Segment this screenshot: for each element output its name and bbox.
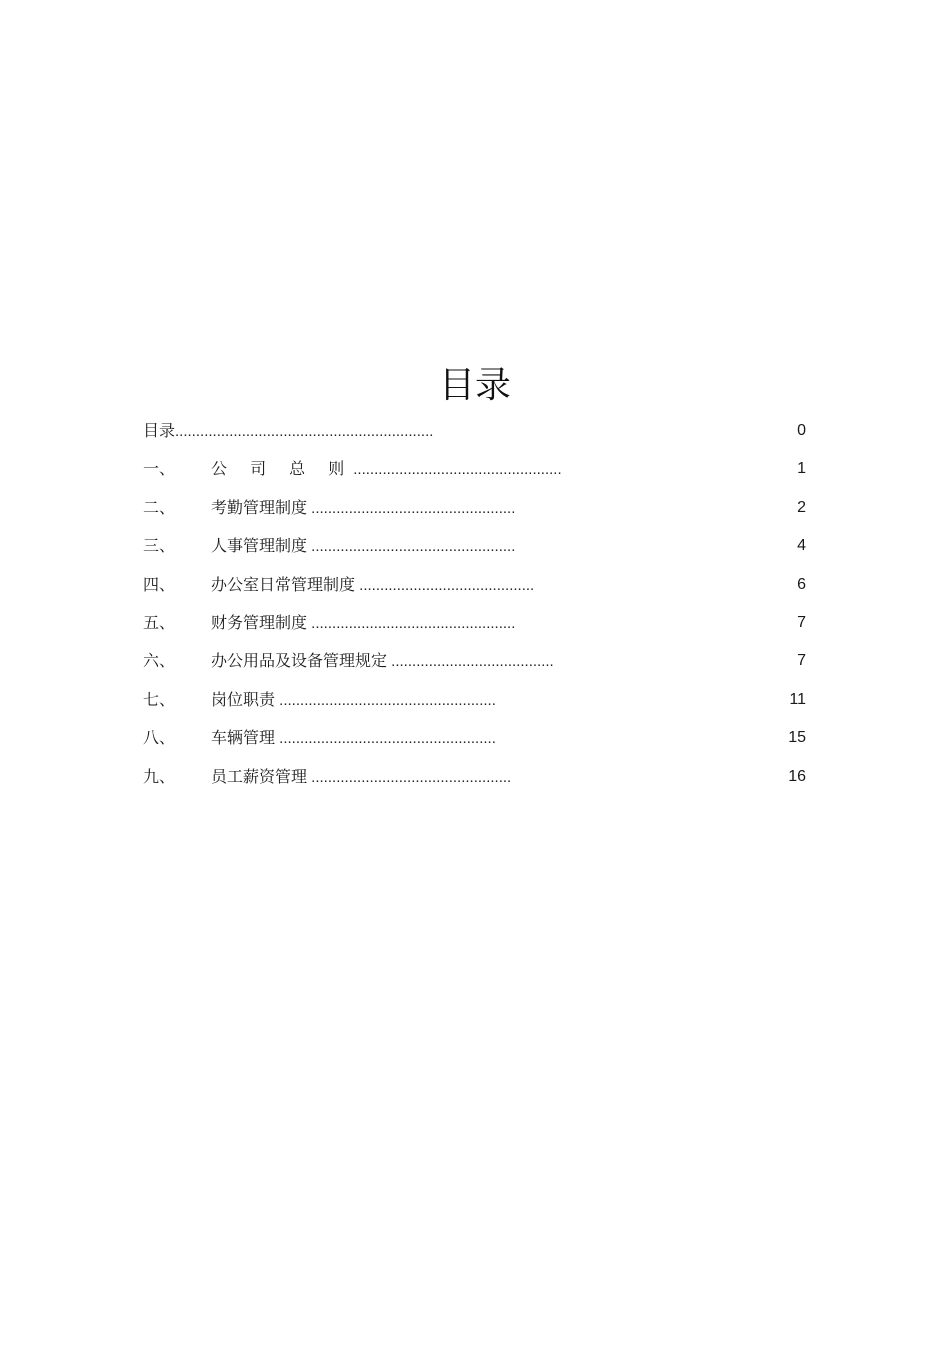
- toc-entry-3[interactable]: [143, 534, 808, 572]
- toc-page-number: 16: [788, 767, 806, 785]
- toc-entry-5[interactable]: [143, 611, 808, 649]
- toc-entry-number: 八、: [143, 728, 176, 748]
- toc-entry-number: 四、: [143, 574, 176, 594]
- toc-entry-label: 办公室日常管理制度 ..........................................: [211, 574, 535, 594]
- toc-page-number: 11: [789, 690, 806, 708]
- toc-page-number: 6: [797, 575, 806, 593]
- toc-entry-label: 目录..............................................................: [143, 421, 434, 440]
- toc-entry-number: 二、: [143, 497, 176, 517]
- toc-entry-7[interactable]: [143, 688, 808, 726]
- toc-entry-6[interactable]: [143, 649, 808, 687]
- toc-page-number: 1: [797, 460, 806, 478]
- toc-page-number: 0: [797, 422, 806, 439]
- toc-heading: 目录: [438, 365, 511, 406]
- toc-leader-dots: ................................................: [307, 768, 512, 786]
- toc-entry-label: 人事管理制度 .................................................: [211, 536, 516, 556]
- toc-leader-dots: ....................................................: [275, 730, 496, 748]
- toc-leader-dots: .................................................: [307, 538, 516, 556]
- toc-page-number: 7: [797, 652, 806, 670]
- toc-entry-label: 岗位职责 ....................................................: [211, 689, 496, 709]
- toc-entry-1[interactable]: [143, 457, 808, 495]
- toc-entry-2[interactable]: [143, 496, 808, 534]
- toc-leader-dots: .................................................: [307, 499, 516, 517]
- toc-list: [143, 419, 808, 803]
- toc-leader-dots: .......................................: [387, 653, 554, 671]
- toc-leader-dots: ..................................................: [353, 461, 562, 479]
- toc-entry-number: 一、: [143, 459, 176, 479]
- toc-leader-dots: ....................................................: [275, 691, 496, 709]
- toc-entry-label: 办公用品及设备管理规定 .......................................: [211, 651, 554, 671]
- toc-entry-number: 五、: [143, 612, 176, 632]
- toc-entry-label: 员工薪资管理 ................................................: [211, 766, 512, 786]
- toc-page-number: 15: [788, 729, 806, 747]
- toc-page-number: 7: [797, 613, 806, 631]
- toc-entry-4[interactable]: [143, 573, 808, 611]
- toc-entry-number: 七、: [143, 689, 176, 709]
- toc-leader-dots: ..............................................................: [175, 423, 434, 440]
- toc-entry-label: 考勤管理制度 .................................................: [211, 497, 516, 517]
- toc-entry-number: 六、: [143, 651, 176, 671]
- toc-entry-8[interactable]: [143, 726, 808, 764]
- toc-entry-label: 财务管理制度 .................................................: [211, 612, 516, 632]
- toc-entry-number: 三、: [143, 536, 176, 556]
- toc-entry-label: 车辆管理 ....................................................: [211, 728, 496, 748]
- toc-leader-dots: ..........................................: [355, 576, 535, 594]
- toc-entry-label: 公 司 总 则..................................................: [211, 459, 562, 479]
- toc-entry-9[interactable]: [143, 765, 808, 803]
- toc-entry-number: 九、: [143, 766, 176, 786]
- toc-entry-contents[interactable]: [143, 419, 808, 457]
- toc-page-number: 2: [797, 498, 806, 516]
- toc-leader-dots: .................................................: [307, 614, 516, 632]
- toc-page-number: 4: [797, 537, 806, 555]
